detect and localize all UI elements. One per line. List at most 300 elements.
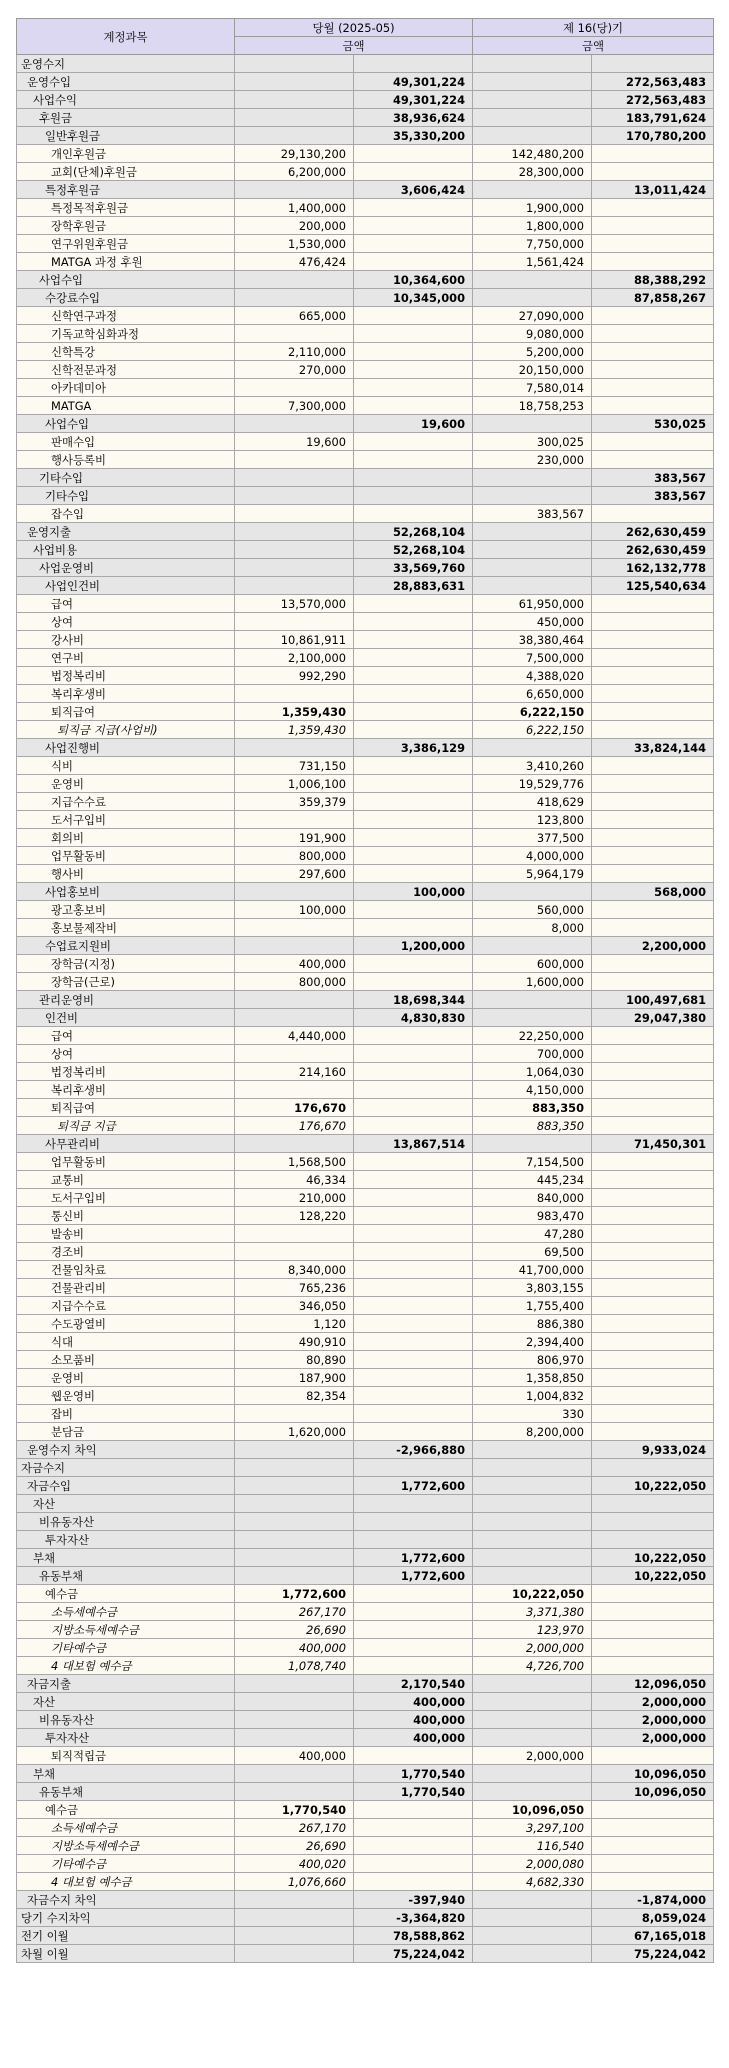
cumulative-subtotal-amount [592,217,714,235]
current-detail-amount: 992,290 [235,667,354,685]
cumulative-detail-amount: 5,964,179 [473,865,592,883]
current-detail-amount: 6,200,000 [235,163,354,181]
current-subtotal-amount [354,1531,473,1549]
current-period-header: 당월 (2025-05) [235,19,473,37]
cumulative-subtotal-amount [592,1423,714,1441]
current-detail-amount: 19,600 [235,433,354,451]
current-subtotal-amount: 1,770,540 [354,1783,473,1801]
account-name: 예수금 [17,1585,235,1603]
cumulative-detail-amount: 2,000,000 [473,1639,592,1657]
cumulative-detail-amount [473,1477,592,1495]
cumulative-subtotal-amount [592,1531,714,1549]
account-name: 사업수익 [17,91,235,109]
current-subtotal-amount [354,595,473,613]
table-row [17,1783,714,1801]
account-name: 지급수수료 [17,793,235,811]
current-subtotal-amount [354,1243,473,1261]
cumulative-detail-amount: 41,700,000 [473,1261,592,1279]
cumulative-subtotal-amount: 88,388,292 [592,271,714,289]
cumulative-subtotal-amount [592,433,714,451]
current-detail-amount: 665,000 [235,307,354,325]
income-statement-table [16,18,714,1963]
cumulative-subtotal-amount: 87,858,267 [592,289,714,307]
current-detail-amount [235,1045,354,1063]
cumulative-detail-amount [473,559,592,577]
table-row [17,541,714,559]
table-row [17,739,714,757]
current-detail-amount [235,739,354,757]
table-row [17,883,714,901]
current-subtotal-amount: 1,772,600 [354,1567,473,1585]
cumulative-detail-amount [473,1783,592,1801]
cumulative-detail-amount: 1,358,850 [473,1369,592,1387]
account-name: MATGA [17,397,235,415]
cumulative-detail-amount [473,415,592,433]
account-name: 아카데미아 [17,379,235,397]
current-subtotal-amount: 3,386,129 [354,739,473,757]
account-name: 자금수지 [17,1459,235,1477]
cumulative-detail-amount [473,1513,592,1531]
table-row [17,55,714,73]
account-name: 운영수입 [17,73,235,91]
current-subtotal-amount: 18,698,344 [354,991,473,1009]
account-name: 인건비 [17,1009,235,1027]
current-subtotal-amount [354,1405,473,1423]
table-row [17,1261,714,1279]
table-row [17,1495,714,1513]
account-name: 소모품비 [17,1351,235,1369]
account-name: MATGA 과정 후원 [17,253,235,271]
account-name: 기타예수금 [17,1855,235,1873]
cumulative-subtotal-amount [592,361,714,379]
current-subtotal-amount [354,901,473,919]
table-row [17,199,714,217]
cumulative-detail-amount: 1,755,400 [473,1297,592,1315]
current-subtotal-amount [354,865,473,883]
current-subtotal-amount [354,1027,473,1045]
cumulative-subtotal-amount [592,775,714,793]
cumulative-detail-amount: 1,600,000 [473,973,592,991]
current-detail-amount: 270,000 [235,361,354,379]
statement-sheet [16,18,713,1963]
current-subtotal-amount: 35,330,200 [354,127,473,145]
current-subtotal-amount [354,613,473,631]
account-name: 퇴직급여 [17,1099,235,1117]
table-row [17,1225,714,1243]
account-name: 비유동자산 [17,1513,235,1531]
current-detail-amount: 46,334 [235,1171,354,1189]
account-name: 개인후원금 [17,145,235,163]
cumulative-subtotal-amount [592,1315,714,1333]
cumulative-subtotal-amount: 100,497,681 [592,991,714,1009]
current-detail-amount [235,487,354,505]
table-row [17,325,714,343]
cumulative-detail-amount: 7,500,000 [473,649,592,667]
account-name: 전기 이월 [17,1927,235,1945]
current-detail-amount [235,1225,354,1243]
cumulative-subtotal-amount [592,451,714,469]
current-subtotal-amount [354,1261,473,1279]
account-name: 사업비용 [17,541,235,559]
cumulative-detail-amount: 123,970 [473,1621,592,1639]
current-detail-amount: 400,020 [235,1855,354,1873]
current-detail-amount: 176,670 [235,1099,354,1117]
table-row [17,1297,714,1315]
current-subtotal-amount: 75,224,042 [354,1945,473,1963]
account-name: 차월 이월 [17,1945,235,1963]
current-detail-amount: 297,600 [235,865,354,883]
account-name: 일반후원금 [17,127,235,145]
current-detail-amount: 1,006,100 [235,775,354,793]
cumulative-amount-header: 금액 [473,37,714,55]
current-detail-amount: 29,130,200 [235,145,354,163]
cumulative-subtotal-amount: 272,563,483 [592,91,714,109]
current-detail-amount: 359,379 [235,793,354,811]
current-subtotal-amount: 400,000 [354,1711,473,1729]
account-name: 광고홍보비 [17,901,235,919]
current-subtotal-amount [354,253,473,271]
account-name: 운영수지 차익 [17,1441,235,1459]
table-row [17,793,714,811]
cumulative-subtotal-amount: 162,132,778 [592,559,714,577]
current-subtotal-amount: 400,000 [354,1729,473,1747]
table-row [17,451,714,469]
account-name: 사업홍보비 [17,883,235,901]
account-name: 기타수입 [17,469,235,487]
cumulative-subtotal-amount: 10,096,050 [592,1765,714,1783]
cumulative-detail-amount [473,91,592,109]
cumulative-detail-amount [473,739,592,757]
table-row [17,631,714,649]
table-row [17,685,714,703]
table-row [17,1621,714,1639]
current-subtotal-amount [354,1495,473,1513]
cumulative-detail-amount: 1,064,030 [473,1063,592,1081]
current-subtotal-amount: 10,345,000 [354,289,473,307]
cumulative-detail-amount: 840,000 [473,1189,592,1207]
cumulative-subtotal-amount [592,1045,714,1063]
current-subtotal-amount [354,847,473,865]
table-body [17,55,714,1963]
current-detail-amount [235,1531,354,1549]
account-name: 지급수수료 [17,1297,235,1315]
cumulative-subtotal-amount [592,1171,714,1189]
cumulative-subtotal-amount [592,1117,714,1135]
cumulative-subtotal-amount [592,973,714,991]
cumulative-detail-amount [473,1891,592,1909]
cumulative-subtotal-amount [592,55,714,73]
account-name: 운영비 [17,775,235,793]
cumulative-subtotal-amount: 2,000,000 [592,1711,714,1729]
cumulative-subtotal-amount [592,1513,714,1531]
account-name: 장학금(지정) [17,955,235,973]
cumulative-subtotal-amount: 183,791,624 [592,109,714,127]
table-row [17,1117,714,1135]
current-detail-amount [235,1513,354,1531]
table-header [17,19,714,55]
account-name: 투자자산 [17,1531,235,1549]
cumulative-subtotal-amount: 12,096,050 [592,1675,714,1693]
cumulative-detail-amount: 3,803,155 [473,1279,592,1297]
table-row [17,253,714,271]
account-name: 퇴직금 지급 [17,1117,235,1135]
cumulative-subtotal-amount [592,1747,714,1765]
current-detail-amount: 7,300,000 [235,397,354,415]
current-detail-amount: 1,359,430 [235,703,354,721]
cumulative-detail-amount [473,289,592,307]
cumulative-detail-amount [473,55,592,73]
table-row [17,1819,714,1837]
current-detail-amount [235,1459,354,1477]
current-subtotal-amount: 1,772,600 [354,1477,473,1495]
table-row [17,1693,714,1711]
cumulative-subtotal-amount [592,397,714,415]
current-subtotal-amount: 1,200,000 [354,937,473,955]
cumulative-subtotal-amount [592,631,714,649]
cumulative-subtotal-amount [592,1405,714,1423]
account-name: 유동부채 [17,1567,235,1585]
cumulative-detail-amount [473,1567,592,1585]
current-detail-amount: 210,000 [235,1189,354,1207]
table-row [17,1549,714,1567]
account-name: 사업수입 [17,271,235,289]
current-detail-amount [235,451,354,469]
table-row [17,1873,714,1891]
current-subtotal-amount [354,685,473,703]
cumulative-detail-amount [473,1459,592,1477]
cumulative-detail-amount [473,487,592,505]
account-name: 자금지출 [17,1675,235,1693]
cumulative-subtotal-amount: 170,780,200 [592,127,714,145]
cumulative-subtotal-amount [592,1837,714,1855]
current-subtotal-amount [354,1063,473,1081]
cumulative-subtotal-amount [592,613,714,631]
cumulative-detail-amount [473,1765,592,1783]
cumulative-subtotal-amount [592,901,714,919]
account-name: 업무활동비 [17,847,235,865]
current-subtotal-amount [354,793,473,811]
current-detail-amount: 80,890 [235,1351,354,1369]
account-name: 지방소득세예수금 [17,1837,235,1855]
current-subtotal-amount [354,1459,473,1477]
account-name: 식대 [17,1333,235,1351]
account-name: 특정후원금 [17,181,235,199]
current-detail-amount: 1,530,000 [235,235,354,253]
current-subtotal-amount [354,361,473,379]
current-subtotal-amount: 400,000 [354,1693,473,1711]
current-subtotal-amount [354,163,473,181]
cumulative-detail-amount: 377,500 [473,829,592,847]
cumulative-subtotal-amount [592,1153,714,1171]
table-row [17,415,714,433]
table-row [17,1513,714,1531]
account-name: 4 대보험 예수금 [17,1657,235,1675]
current-subtotal-amount [354,1639,473,1657]
account-name: 예수금 [17,1801,235,1819]
table-row [17,1423,714,1441]
account-name: 신학특강 [17,343,235,361]
cumulative-subtotal-amount [592,307,714,325]
current-subtotal-amount [354,1207,473,1225]
account-name: 잡수입 [17,505,235,523]
account-name: 복리후생비 [17,1081,235,1099]
table-row [17,1567,714,1585]
cumulative-subtotal-amount: 2,000,000 [592,1729,714,1747]
cumulative-detail-amount [473,1729,592,1747]
current-subtotal-amount: 4,830,830 [354,1009,473,1027]
current-subtotal-amount [354,1315,473,1333]
table-row [17,1153,714,1171]
cumulative-subtotal-amount: 568,000 [592,883,714,901]
cumulative-detail-amount: 445,234 [473,1171,592,1189]
current-subtotal-amount [354,667,473,685]
current-subtotal-amount [354,1855,473,1873]
table-row [17,505,714,523]
table-row [17,1945,714,1963]
current-detail-amount [235,1675,354,1693]
table-row [17,91,714,109]
current-detail-amount: 400,000 [235,1747,354,1765]
current-detail-amount [235,559,354,577]
account-name: 운영비 [17,1369,235,1387]
account-name: 소득세예수금 [17,1819,235,1837]
cumulative-subtotal-amount: 8,059,024 [592,1909,714,1927]
table-row [17,1891,714,1909]
account-name: 기타수입 [17,487,235,505]
table-row [17,1315,714,1333]
table-row [17,1081,714,1099]
table-row [17,397,714,415]
current-detail-amount [235,1891,354,1909]
account-name: 수강료수입 [17,289,235,307]
current-detail-amount: 176,670 [235,1117,354,1135]
cumulative-subtotal-amount [592,199,714,217]
cumulative-subtotal-amount [592,1333,714,1351]
cumulative-detail-amount: 883,350 [473,1099,592,1117]
cumulative-detail-amount: 10,222,050 [473,1585,592,1603]
cumulative-subtotal-amount: 10,222,050 [592,1567,714,1585]
current-detail-amount: 26,690 [235,1621,354,1639]
account-name: 자산 [17,1693,235,1711]
cumulative-subtotal-amount [592,253,714,271]
cumulative-detail-amount: 886,380 [473,1315,592,1333]
cumulative-subtotal-amount [592,163,714,181]
account-name: 관리운영비 [17,991,235,1009]
current-subtotal-amount [354,1423,473,1441]
current-subtotal-amount [354,433,473,451]
cumulative-subtotal-amount [592,1081,714,1099]
cumulative-detail-amount: 600,000 [473,955,592,973]
current-detail-amount [235,109,354,127]
current-detail-amount [235,613,354,631]
current-detail-amount: 2,100,000 [235,649,354,667]
cumulative-subtotal-amount [592,667,714,685]
cumulative-detail-amount: 8,000 [473,919,592,937]
current-detail-amount: 1,076,660 [235,1873,354,1891]
table-row [17,1387,714,1405]
cumulative-detail-amount [473,541,592,559]
current-amount-header: 금액 [235,37,473,55]
table-row [17,1063,714,1081]
current-detail-amount: 1,770,540 [235,1801,354,1819]
cumulative-subtotal-amount: 10,222,050 [592,1477,714,1495]
current-detail-amount: 731,150 [235,757,354,775]
cumulative-subtotal-amount: 262,630,459 [592,541,714,559]
current-detail-amount: 267,170 [235,1603,354,1621]
table-row [17,1639,714,1657]
table-row [17,1027,714,1045]
cumulative-detail-amount [473,1927,592,1945]
cumulative-subtotal-amount: 2,000,000 [592,1693,714,1711]
cumulative-subtotal-amount [592,1099,714,1117]
table-row [17,1657,714,1675]
cumulative-detail-amount: 3,297,100 [473,1819,592,1837]
account-name: 상여 [17,1045,235,1063]
cumulative-detail-amount: 1,800,000 [473,217,592,235]
current-detail-amount [235,1243,354,1261]
table-row [17,523,714,541]
cumulative-subtotal-amount [592,1585,714,1603]
cumulative-detail-amount: 9,080,000 [473,325,592,343]
current-subtotal-amount [354,1837,473,1855]
table-row [17,109,714,127]
table-row [17,163,714,181]
current-detail-amount [235,1135,354,1153]
cumulative-subtotal-amount: 2,200,000 [592,937,714,955]
account-name: 당기 수지차익 [17,1909,235,1927]
current-detail-amount [235,271,354,289]
current-subtotal-amount [354,757,473,775]
table-row [17,1837,714,1855]
current-detail-amount [235,505,354,523]
table-row [17,145,714,163]
current-detail-amount: 10,861,911 [235,631,354,649]
account-name: 운영수지 [17,55,235,73]
current-detail-amount [235,523,354,541]
table-row [17,595,714,613]
table-row [17,1603,714,1621]
current-detail-amount [235,1405,354,1423]
current-detail-amount [235,1693,354,1711]
current-subtotal-amount [354,199,473,217]
current-detail-amount: 400,000 [235,1639,354,1657]
table-row [17,1351,714,1369]
cumulative-subtotal-amount [592,1027,714,1045]
table-row [17,1135,714,1153]
current-subtotal-amount [354,1603,473,1621]
cumulative-detail-amount: 3,371,380 [473,1603,592,1621]
table-row [17,127,714,145]
cumulative-subtotal-amount: 272,563,483 [592,73,714,91]
account-name: 상여 [17,613,235,631]
account-name: 식비 [17,757,235,775]
cumulative-detail-amount: 1,561,424 [473,253,592,271]
account-name: 자금수지 차익 [17,1891,235,1909]
cumulative-subtotal-amount [592,505,714,523]
cumulative-detail-amount [473,469,592,487]
cumulative-detail-amount: 19,529,776 [473,775,592,793]
current-detail-amount: 1,078,740 [235,1657,354,1675]
cumulative-subtotal-amount: 10,096,050 [592,1783,714,1801]
current-subtotal-amount: -397,940 [354,1891,473,1909]
table-row [17,1531,714,1549]
current-subtotal-amount [354,487,473,505]
current-subtotal-amount [354,1117,473,1135]
current-subtotal-amount [354,1657,473,1675]
current-subtotal-amount [354,307,473,325]
current-subtotal-amount [354,1621,473,1639]
current-detail-amount [235,1567,354,1585]
